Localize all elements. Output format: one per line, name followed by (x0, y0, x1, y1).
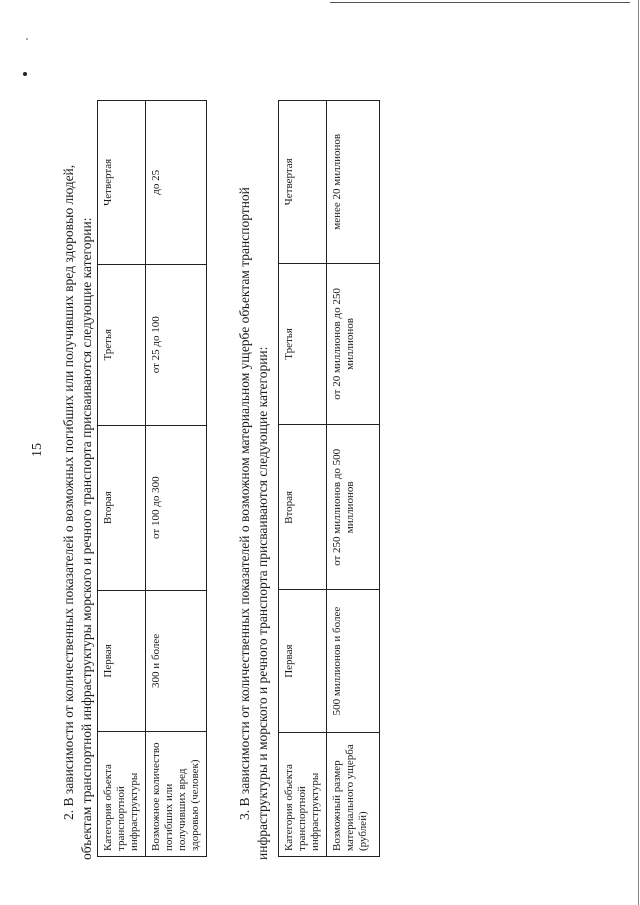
table-cell-first: 500 миллионов и более (327, 590, 380, 732)
table-header-category-second: Вторая (279, 425, 327, 590)
table-header-label: Категория объекта транспортной инфраструктуры (279, 732, 327, 856)
table-cell-first: 300 и более (146, 590, 207, 732)
page-number: 15 (30, 443, 45, 457)
casualties-category-table (97, 100, 207, 857)
paragraph-casualties-criteria (60, 70, 96, 860)
table-cell-second: от 100 до 300 (146, 425, 207, 590)
paragraph-line: 2. В зависимости от количественных показателей о возможных погибших или получивших вред здоровью людей, (61, 164, 76, 820)
table-header-category-third: Третья (279, 263, 327, 425)
table-cell-third: от 25 до 100 (146, 264, 207, 425)
table-header-row (279, 101, 327, 857)
table-cell-second: от 250 миллионов до 500 миллионов (327, 425, 380, 590)
table-header-category-second: Вторая (98, 425, 146, 590)
table-row-label: Возможное количество погибших или получивших вред здоровью (человек) (146, 732, 207, 857)
table-cell-fourth: менее 20 миллионов (327, 101, 380, 264)
table-row-label: Возможный размер материального ущерба (рублей) (327, 732, 380, 856)
damage-category-table (278, 100, 380, 857)
table-row (146, 101, 207, 857)
table-header-category-third: Третья (98, 264, 146, 425)
table-row (327, 101, 380, 857)
table-cell-third: от 20 миллионов до 250 миллионов (327, 263, 380, 425)
table-header-category-fourth: Четвертая (98, 101, 146, 265)
paragraph-line: инфраструктуры и морского и речного транспорта присваиваются следующие категории: (255, 346, 270, 860)
table-cell-fourth: до 25 (146, 101, 207, 265)
paragraph-line: объектам транспортной инфраструктуры морского и речного транспорта присваиваются следующие категории: (79, 217, 94, 860)
table-header-category-first: Первая (279, 590, 327, 732)
table-header-category-first: Первая (98, 590, 146, 732)
table-header-row (98, 101, 146, 857)
table-header-label: Категория объекта транспортной инфраструктуры (98, 732, 146, 857)
paragraph-damage-criteria (236, 70, 272, 860)
table-header-category-fourth: Четвертая (279, 101, 327, 264)
paragraph-line: 3. В зависимости от количественных показателей о возможном материальном ущербе объектам транспортной (237, 187, 252, 820)
